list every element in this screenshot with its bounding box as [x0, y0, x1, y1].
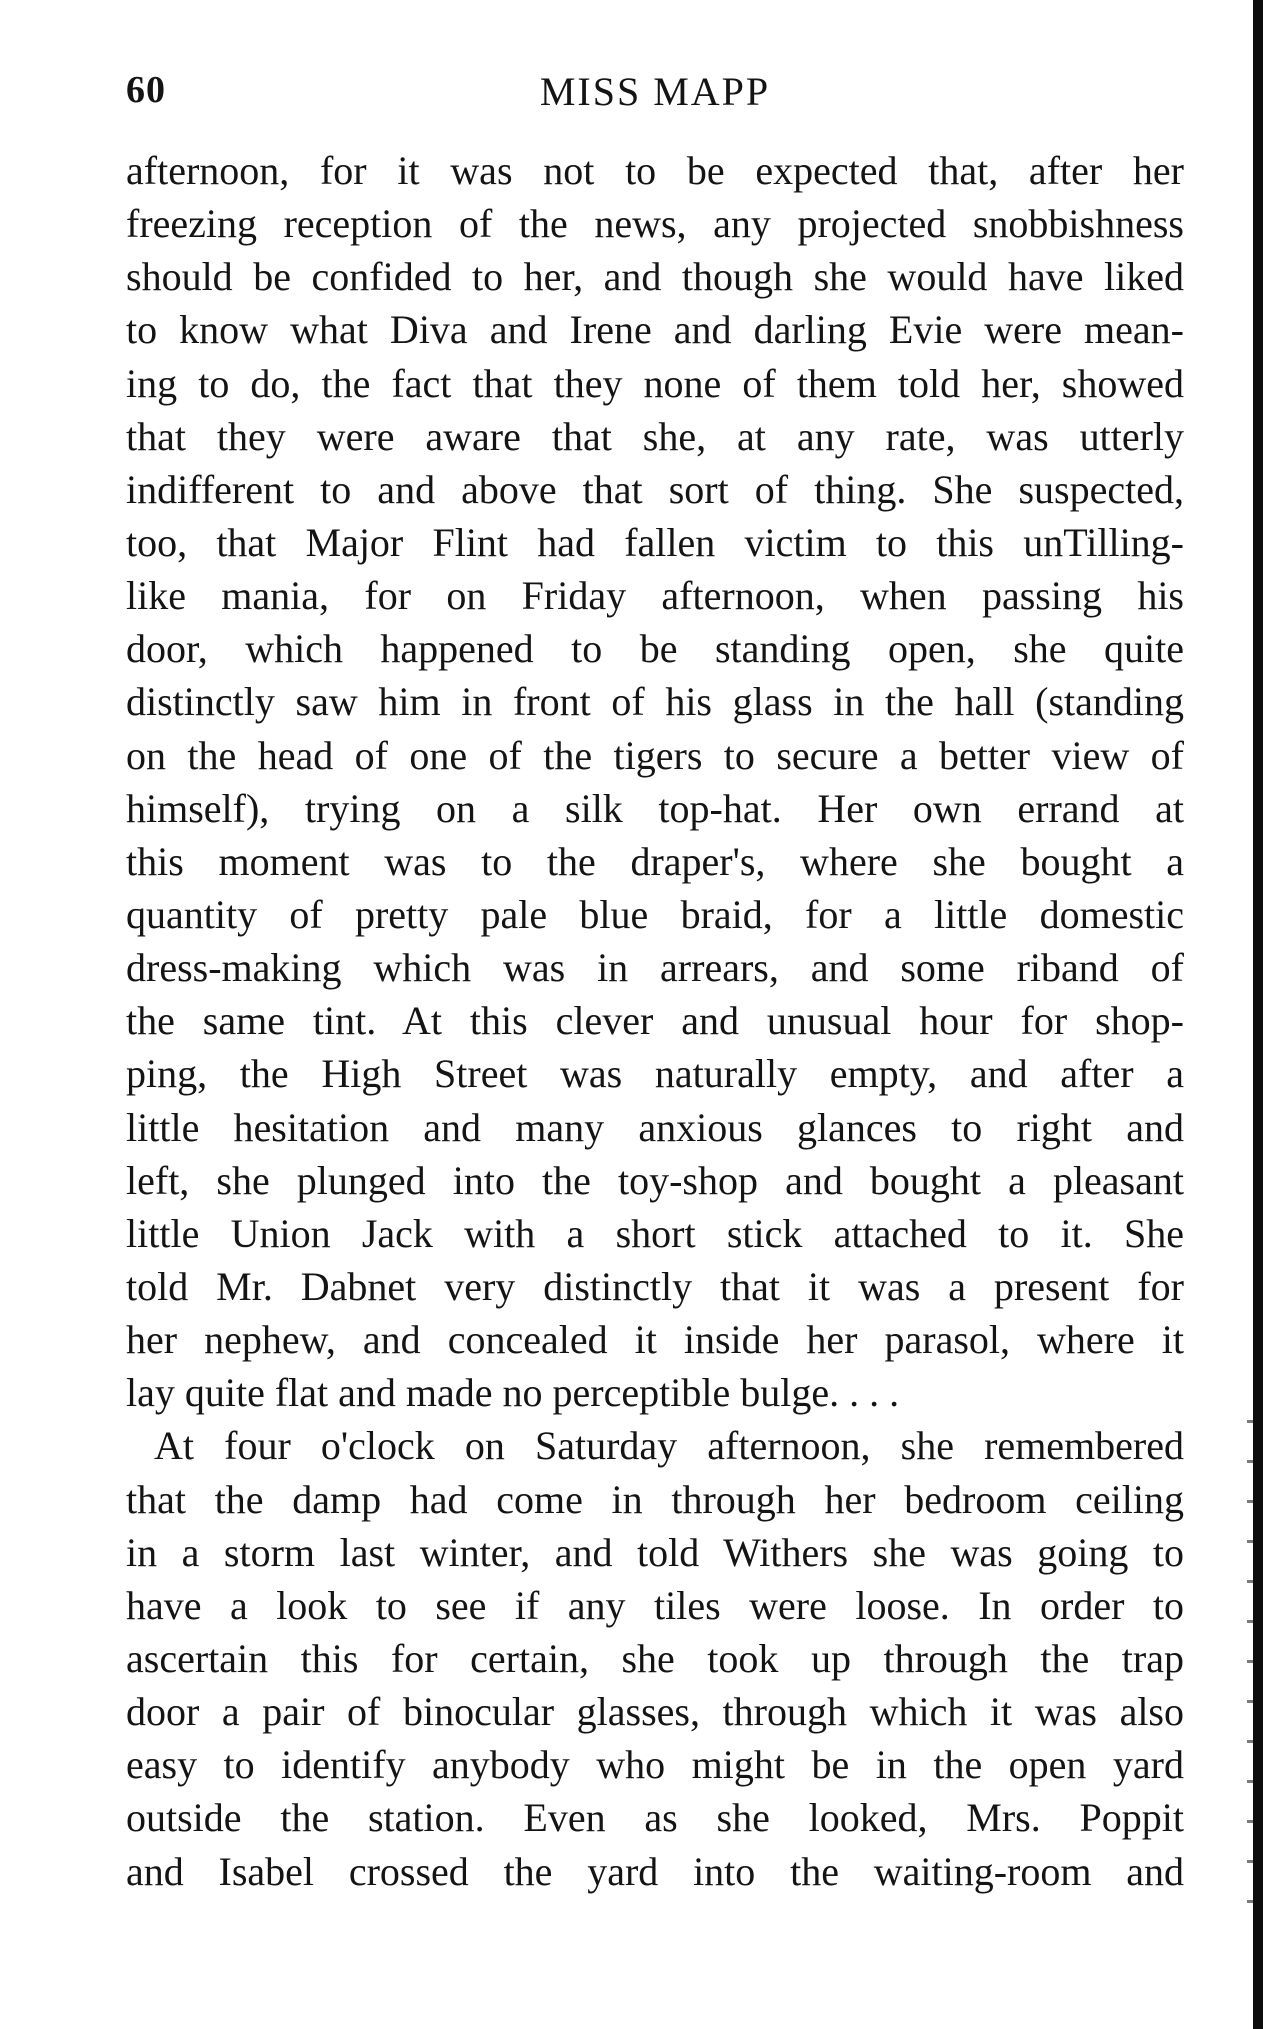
text-line: easy to identify anybody who might be in the open yard: [126, 1742, 1184, 1788]
text-line: ping, the High Street was naturally empty, and after a: [126, 1051, 1184, 1097]
text-line: that the damp had come in through her bedroom ceiling: [126, 1476, 1184, 1522]
text-line: door, which happened to be standing open, she quite: [126, 626, 1184, 672]
page-header: [126, 68, 1184, 128]
running-title: MISS MAPP: [539, 69, 771, 114]
text-line: left, she plunged into the toy-shop and bought a pleasant: [126, 1157, 1184, 1203]
body-text: [126, 144, 1184, 1898]
text-line: on the head of one of the tigers to secure a better view of: [126, 732, 1184, 778]
text-line: distinctly saw him in front of his glass in the hall (standing: [126, 679, 1184, 725]
text-line: afternoon, for it was not to be expected that, after her: [126, 148, 1184, 193]
text-line: too, that Major Flint had fallen victim to this unTilling-: [126, 519, 1184, 565]
text-line: like mania, for on Friday afternoon, when passing his: [126, 573, 1184, 619]
text-line: should be confided to her, and though she would have liked: [126, 254, 1184, 300]
paragraph-1: [126, 144, 1184, 1419]
text-line: to know what Diva and Irene and darling Evie were mean-: [126, 307, 1184, 353]
text-line: ascertain this for certain, she took up through the trap: [126, 1635, 1184, 1681]
text-line: At four o'clock on Saturday afternoon, she remembered: [154, 1423, 1184, 1469]
text-line: himself), trying on a silk top-hat. Her own errand at: [126, 785, 1184, 831]
text-line: this moment was to the draper's, where she bought a: [126, 838, 1184, 884]
text-line: little hesitation and many anxious glances to right and: [126, 1104, 1184, 1150]
text-line: freezing reception of the news, any projected snobbishness: [126, 201, 1184, 247]
text-line: her nephew, and concealed it inside her parasol, where it: [126, 1317, 1184, 1363]
text-line: indifferent to and above that sort of thing. She suspected,: [126, 466, 1184, 512]
text-line: little Union Jack with a short stick attached to it. She: [126, 1210, 1184, 1256]
text-line: quantity of pretty pale blue braid, for a little domestic: [126, 891, 1184, 937]
text-line: told Mr. Dabnet very distinctly that it was a present for: [126, 1263, 1184, 1309]
text-line: lay quite flat and made no perceptible bulge. . . .: [126, 1370, 900, 1416]
text-line: the same tint. At this clever and unusual hour for shop-: [126, 998, 1184, 1044]
text-line: dress-making which was in arrears, and some riband of: [126, 945, 1184, 991]
text-line: that they were aware that she, at any rate, was utterly: [126, 413, 1184, 459]
text-line: have a look to see if any tiles were loose. In order to: [126, 1582, 1184, 1628]
paragraph-2: [126, 1419, 1184, 1897]
text-line: ing to do, the fact that they none of them told her, showed: [126, 360, 1184, 406]
text-line: door a pair of binocular glasses, through which it was also: [126, 1689, 1184, 1735]
page-number: 60: [126, 69, 166, 111]
scan-page-edge: [1253, 0, 1263, 2029]
text-line: outside the station. Even as she looked, Mrs. Poppit: [126, 1795, 1184, 1841]
text-line: in a storm last winter, and told Withers she was going to: [126, 1529, 1184, 1575]
text-line: and Isabel crossed the yard into the waiting-room and: [126, 1848, 1184, 1894]
